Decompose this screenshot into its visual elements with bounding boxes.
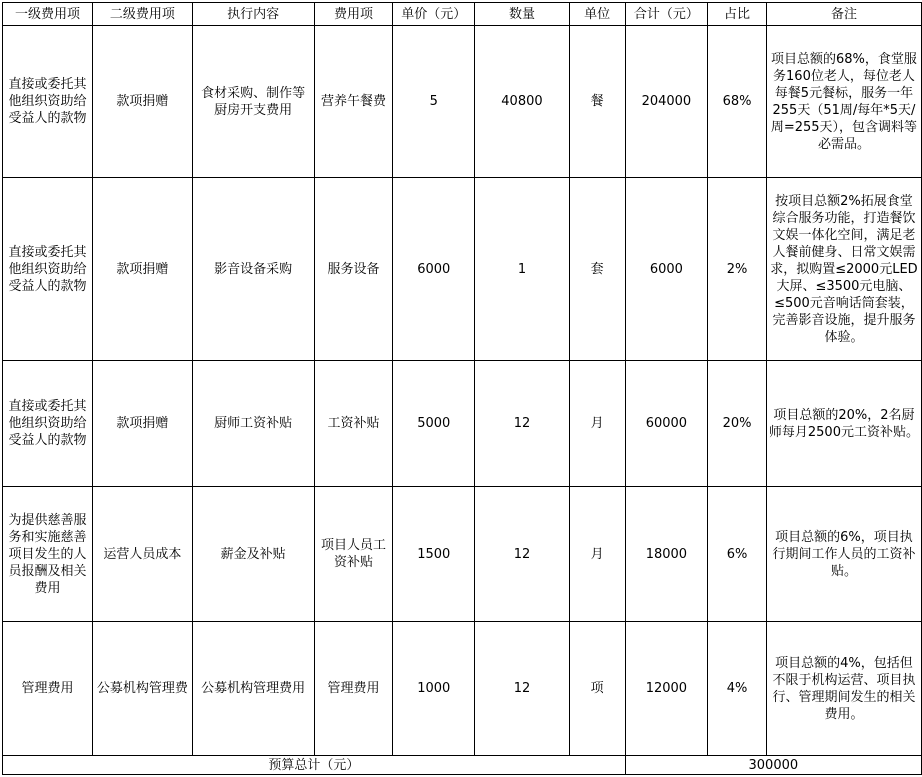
total-value: 300000	[625, 756, 921, 775]
cell-total: 6000	[625, 178, 708, 361]
header-unit: 单位	[569, 3, 625, 26]
cell-price: 5000	[393, 361, 475, 487]
cell-total: 12000	[625, 622, 708, 756]
cell-total: 18000	[625, 487, 708, 622]
total-row	[3, 756, 922, 775]
cell-qty: 12	[475, 487, 569, 622]
header-level1: 一级费用项	[3, 3, 93, 26]
cell-level1: 直接或委托其他组织资助给受益人的款物	[3, 26, 93, 178]
cell-item: 营养午餐费	[314, 26, 393, 178]
header-total: 合计（元）	[625, 3, 708, 26]
table-row	[3, 26, 922, 178]
cell-item: 服务设备	[314, 178, 393, 361]
table-row	[3, 622, 922, 756]
cell-level2: 款项捐赠	[93, 178, 193, 361]
cell-level1: 为提供慈善服务和实施慈善项目发生的人员报酬及相关费用	[3, 487, 93, 622]
cell-note: 项目总额的6%，项目执行期间工作人员的工资补贴。	[766, 487, 921, 622]
cell-qty: 12	[475, 361, 569, 487]
cell-content: 厨师工资补贴	[192, 361, 314, 487]
cell-item: 项目人员工资补贴	[314, 487, 393, 622]
cell-level2: 运营人员成本	[93, 487, 193, 622]
cell-content: 影音设备采购	[192, 178, 314, 361]
cell-ratio: 2%	[708, 178, 767, 361]
cell-level2: 款项捐赠	[93, 26, 193, 178]
cell-note: 按项目总额2%拓展食堂综合服务功能，打造餐饮文娱一体化空间，满足老人餐前健身、日常文娱需求，拟购置≤2000元LED大屏、≤3500元电脑、≤500元音响话筒套装，完善影音设施，提升服务体验。	[766, 178, 921, 361]
cell-item: 工资补贴	[314, 361, 393, 487]
cell-ratio: 68%	[708, 26, 767, 178]
cell-level1: 管理费用	[3, 622, 93, 756]
header-ratio: 占比	[708, 3, 767, 26]
cell-level2: 款项捐赠	[93, 361, 193, 487]
cell-content: 食材采购、制作等厨房开支费用	[192, 26, 314, 178]
header-item: 费用项	[314, 3, 393, 26]
header-price: 单价（元）	[393, 3, 475, 26]
table-row	[3, 487, 922, 622]
header-note: 备注	[766, 3, 921, 26]
cell-total: 204000	[625, 26, 708, 178]
cell-qty: 40800	[475, 26, 569, 178]
header-row	[3, 3, 922, 26]
cell-qty: 1	[475, 178, 569, 361]
cell-price: 6000	[393, 178, 475, 361]
cell-ratio: 4%	[708, 622, 767, 756]
budget-table	[2, 2, 922, 775]
cell-content: 公募机构管理费用	[192, 622, 314, 756]
cell-unit: 月	[569, 361, 625, 487]
header-qty: 数量	[475, 3, 569, 26]
cell-total: 60000	[625, 361, 708, 487]
cell-note: 项目总额的4%，包括但不限于机构运营、项目执行、管理期间发生的相关费用。	[766, 622, 921, 756]
table-row	[3, 178, 922, 361]
cell-qty: 12	[475, 622, 569, 756]
cell-price: 1000	[393, 622, 475, 756]
cell-level1: 直接或委托其他组织资助给受益人的款物	[3, 361, 93, 487]
header-level2: 二级费用项	[93, 3, 193, 26]
cell-unit: 项	[569, 622, 625, 756]
cell-note: 项目总额的20%，2名厨师每月2500元工资补贴。	[766, 361, 921, 487]
cell-unit: 月	[569, 487, 625, 622]
cell-note: 项目总额的68%，食堂服务160位老人，每位老人每餐5元餐标，服务一年255天（51周/每年*5天/周=255天），包含调料等必需品。	[766, 26, 921, 178]
cell-content: 薪金及补贴	[192, 487, 314, 622]
cell-unit: 套	[569, 178, 625, 361]
cell-ratio: 20%	[708, 361, 767, 487]
cell-level1: 直接或委托其他组织资助给受益人的款物	[3, 178, 93, 361]
cell-item: 管理费用	[314, 622, 393, 756]
cell-ratio: 6%	[708, 487, 767, 622]
cell-level2: 公募机构管理费	[93, 622, 193, 756]
cell-price: 1500	[393, 487, 475, 622]
total-label: 预算总计（元）	[3, 756, 626, 775]
cell-price: 5	[393, 26, 475, 178]
cell-unit: 餐	[569, 26, 625, 178]
header-content: 执行内容	[192, 3, 314, 26]
table-row	[3, 361, 922, 487]
